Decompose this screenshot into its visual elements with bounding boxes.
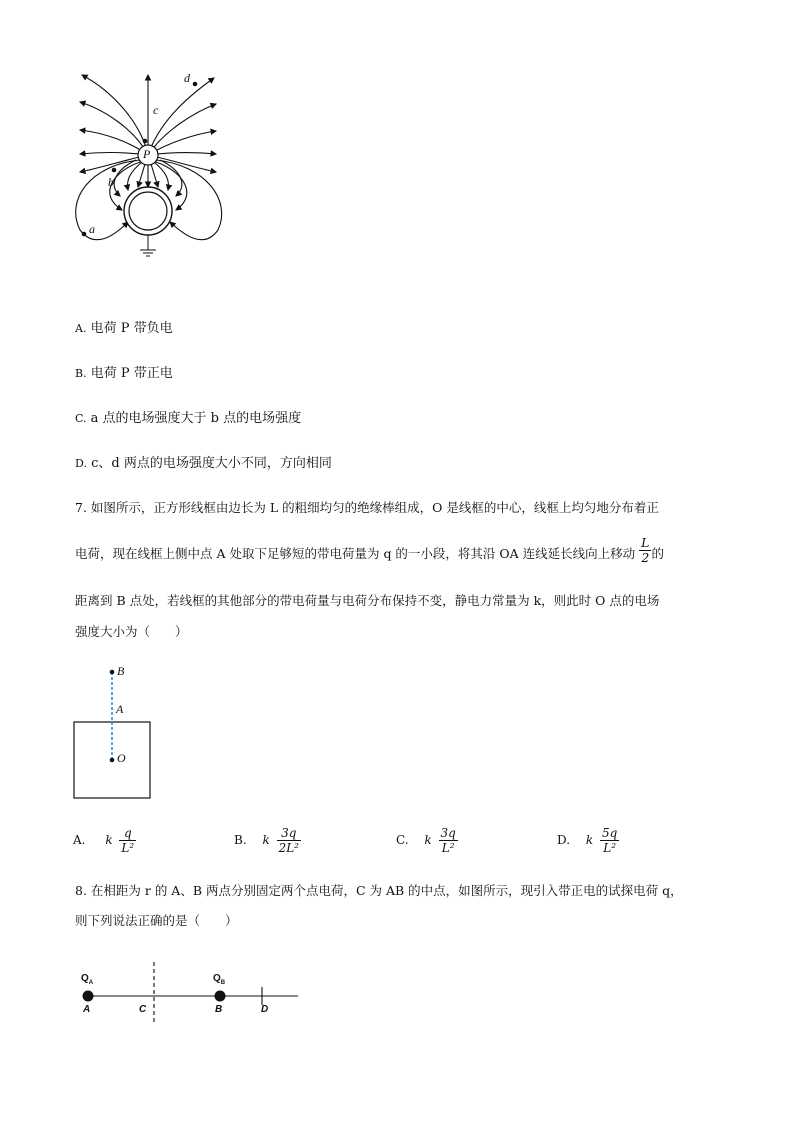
q7-fraction-l-over-2 (639, 536, 651, 565)
q8-line-2: 则下列说法正确的是（ ） (75, 913, 238, 928)
q8-line-1: 8. 在相距为 r 的 A、B 两点分别固定两个点电荷，C 为 AB 的中点，如图所示，现引入带正电的试探电荷 q， (75, 883, 683, 898)
constant-k: k (424, 833, 432, 847)
fraction-denominator: 2 (641, 550, 650, 565)
option-fraction (277, 826, 301, 855)
fraction-denominator: L² (603, 841, 616, 855)
square-frame-figure (70, 665, 160, 805)
option-fraction (119, 826, 136, 855)
option-fraction (600, 826, 619, 855)
label-d: d (184, 71, 190, 85)
fraction-numerator: 3q (277, 826, 301, 841)
option-letter: A. (75, 322, 87, 335)
constant-k: k (262, 833, 270, 847)
fraction-numerator: q (119, 826, 136, 841)
label-QA-sub: A (88, 980, 94, 986)
label-D-point: D (261, 1004, 269, 1015)
label-QA-main: Q (81, 973, 89, 984)
fraction-numerator: L (641, 535, 650, 550)
option-fraction (439, 826, 458, 855)
q7-line-1: 7. 如图所示，正方形线框由边长为 L 的粗细均匀的绝缘棒组成，O 是线框的中心，线框上均匀地分布着正 (75, 500, 659, 515)
label-A-point: A (83, 1004, 91, 1015)
q7-line-2 (75, 535, 664, 565)
option-letter: D. (75, 457, 87, 470)
q7-line-2-tail: 的 (651, 546, 664, 561)
label-QA (81, 973, 93, 986)
fraction-denominator: L² (121, 841, 135, 855)
q6-option-d[interactable] (75, 454, 332, 474)
q7-line-2-text: 电荷，现在线框上侧中点 A 处取下足够短的带电荷量为 q 的一小段，将其沿 OA 连线延长线向上移动 (75, 546, 636, 561)
label-B-point: B (215, 1004, 223, 1015)
q7-option-c[interactable] (396, 826, 458, 855)
option-letter: A. (73, 833, 86, 847)
q7-line-4: 强度大小为（ ） (75, 624, 188, 639)
constant-k: k (105, 833, 113, 847)
q7-option-a[interactable] (73, 826, 136, 855)
field-lines-figure (60, 60, 240, 270)
q7-option-d[interactable] (557, 826, 619, 855)
option-letter: B. (75, 367, 87, 380)
label-A: A (116, 702, 124, 716)
option-text: a 点的电场强度大于 b 点的电场强度 (90, 411, 302, 426)
label-QB (213, 973, 225, 986)
fraction-denominator: L² (441, 841, 455, 855)
constant-k: k (585, 833, 594, 847)
option-text: c、d 两点的电场强度大小不同，方向相同 (91, 456, 332, 471)
q7-line-3: 距离到 B 点处，若线框的其他部分的带电荷量与电荷分布保持不变，静电力常量为 k，则此时 O 点的电场 (75, 593, 660, 608)
option-letter: C. (75, 412, 87, 425)
option-letter: D. (557, 833, 571, 847)
option-text: 电荷 P 带负电 (90, 321, 173, 336)
q7-option-b[interactable] (234, 826, 301, 855)
q6-option-b[interactable] (75, 364, 173, 384)
q6-option-c[interactable] (75, 409, 301, 429)
point-charges-figure (70, 960, 310, 1030)
label-a: a (89, 222, 95, 236)
label-c: c (153, 103, 159, 117)
option-text: 电荷 P 带正电 (90, 366, 173, 381)
label-P: P (143, 147, 151, 161)
label-O: O (117, 751, 126, 765)
fraction-denominator: 2L² (278, 841, 299, 855)
option-letter: B. (234, 833, 247, 847)
label-QB-sub: B (220, 980, 226, 986)
label-b: b (108, 175, 114, 189)
q6-option-a[interactable] (75, 319, 173, 339)
label-B: B (117, 664, 125, 678)
fraction-numerator: 5q (601, 826, 618, 840)
label-QB-main: Q (213, 973, 221, 984)
label-C-point: C (139, 1004, 147, 1015)
fraction-numerator: 3q (440, 826, 456, 840)
option-letter: C. (396, 833, 409, 847)
